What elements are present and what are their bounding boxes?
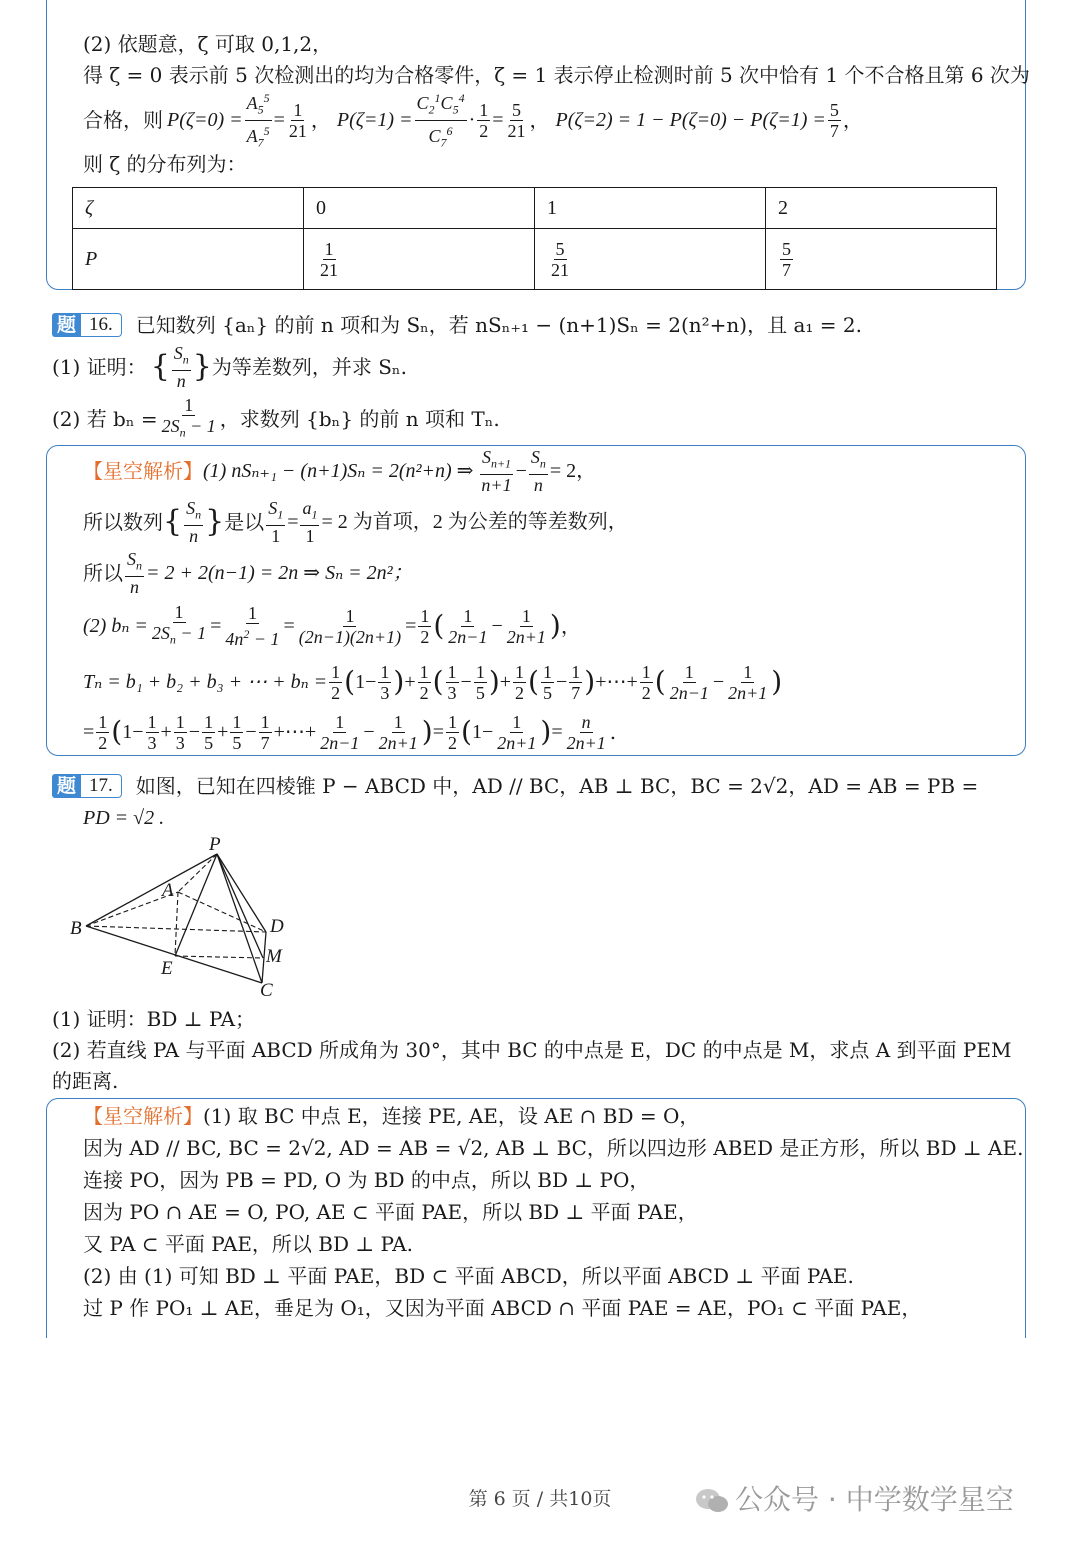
watermark: 公众号 · 中学数学星空 xyxy=(695,1478,1014,1518)
wechat-icon xyxy=(695,1488,729,1514)
q16-sol-line-2: 所以数列 { $\frac{S_n}{n}$ } 是以 $\frac{S_1}{1}$ = $\frac{a_1}{1}$ = 2 为首项，2 为公差的等差数列， xyxy=(83,498,628,546)
prev-line-2: 得 ζ = 0 表示前 5 次检测出的均为合格零件，ζ = 1 表示停止检测时前 5 次中恰有 1 个不合格且第 6 次为 xyxy=(83,63,1030,87)
q17-part2-b: 的距离. xyxy=(52,1069,119,1093)
edge-PE xyxy=(175,854,217,956)
prev-line-3: 合格，则 P(ζ=0) = $\frac{A_5^5}{A_7^5}$ = $\frac{1}{21}$ ， P(ζ=1) = $\frac{C_2^1C_5^4}{C_7^6}$ · $\frac{1}{2}$ = $\frac{5}{21}$ ， P(ζ=2) = 1 − P(ζ=0) − P(ζ=1) = $\frac{5}{7}$ ， xyxy=(83,96,863,144)
question-number: 17. xyxy=(81,774,122,798)
page-number: 第 6 页 / 共10页 xyxy=(468,1488,612,1510)
table-cell: $\frac{5}{21}$ xyxy=(535,229,766,290)
q17-sol-line-7: 过 P 作 PO₁ ⊥ AE，垂足为 O₁，又因为平面 ABCD ∩ 平面 PAE = AE，PO₁ ⊂ 平面 PAE， xyxy=(83,1296,922,1320)
label-C: C xyxy=(260,980,273,1001)
q16-sol-line-3: 所以 $\frac{S_n}{n}$ = 2 + 2(n−1) = 2n ⇒ Sₙ = 2n²； xyxy=(83,549,413,597)
table-cell: 1 xyxy=(535,188,766,229)
edge-BC xyxy=(86,926,262,983)
label-A: A xyxy=(162,880,174,901)
label-D: D xyxy=(270,916,284,937)
label-M: M xyxy=(266,946,282,967)
table-cell: P xyxy=(73,229,304,290)
solution-tag: 【星空解析】 xyxy=(83,1104,203,1128)
label-B: B xyxy=(70,918,82,939)
q16-sol-line-1: 【星空解析】 (1) nSₙ₊₁ − (n+1)Sₙ = 2(n²+n) ⇒ $\frac{S_{n+1}}{n+1}$ − $\frac{S_n}{n}$ = 2， xyxy=(83,447,597,495)
q17-sol-line-4: 因为 PO ∩ AE = O, PO, AE ⊂ 平面 PAE，所以 BD ⊥ 平面 PAE， xyxy=(83,1200,698,1224)
q17-stem-2: PD = √2 . xyxy=(83,807,165,829)
prev-line-4: 则 ζ 的分布列为： xyxy=(83,152,247,176)
q17-part1: (1) 证明：BD ⊥ PA； xyxy=(52,1007,256,1031)
q17-sol-line-2: 因为 AD // BC, BC = 2√2, AD = AB = √2, AB ⊥ BC，所以四边形 ABED 是正方形，所以 BD ⊥ AE. xyxy=(83,1136,1024,1160)
question-tag: 题 xyxy=(52,313,81,337)
label-P: P xyxy=(209,834,221,855)
edge-AE xyxy=(175,892,178,956)
q16-part2: (2) 若 bₙ = $\frac{1}{2S_n - 1}$ ，求数列 {bₙ} 的前 n 项和 Tₙ. xyxy=(52,395,500,440)
solution-tag: 【星空解析】 xyxy=(83,459,203,483)
q16-part1: (1) 证明： { $\frac{S_n}{n}$ } 为等差数列，并求 Sₙ. xyxy=(52,343,407,391)
q17-sol-line-3: 连接 PO，因为 PB = PD, O 为 BD 的中点，所以 BD ⊥ PO， xyxy=(83,1168,650,1192)
q17-sol-line-6: (2) 由 (1) 可知 BD ⊥ 平面 PAE，BD ⊂ 平面 ABCD，所以平面 ABCD ⊥ 平面 PAE. xyxy=(83,1264,854,1288)
table-row xyxy=(73,188,997,229)
q17-sol-line-1: 【星空解析】(1) 取 BC 中点 E，连接 PE, AE，设 AE ∩ BD = O， xyxy=(83,1104,700,1128)
table-cell: ζ xyxy=(73,188,304,229)
table-cell: $\frac{5}{7}$ xyxy=(766,229,997,290)
table-cell: $\frac{1}{21}$ xyxy=(304,229,535,290)
question-tag: 题 xyxy=(52,774,81,798)
pyramid-figure xyxy=(66,832,306,1002)
edge-PA xyxy=(178,854,217,892)
q17-stem-1: 题 17. 如图，已知在四棱锥 P − ABCD 中，AD // BC，AB ⊥ BC，BC = 2√2，AD = AB = PB = xyxy=(52,772,978,800)
edge-PD xyxy=(217,854,266,932)
q17-part2-a: (2) 若直线 PA 与平面 ABCD 所成角为 30°，其中 BC 的中点是 E，DC 的中点是 M，求点 A 到平面 PEM xyxy=(52,1038,1012,1062)
q16-sol-line-5: Tₙ = b₁ + b₂ + b₃ + ⋯ + bₙ = $\frac{1}{2}$ ( 1− $\frac{1}{3}$ ) + $\frac{1}{2}$ ( $\frac{1}{3}$ − $\frac{1}{5}$ ) + $\frac{1}{2}$ ( $\frac{1}{5}$ − $\frac{1}{7}$ ) +⋯+ $\frac{1}{2}$ ( $\frac{1}{2n-1}$ − $\frac{1}{2n+1}$ ) xyxy=(83,661,783,703)
edge-PB xyxy=(86,854,217,926)
q17-sol-line-5: 又 PA ⊂ 平面 PAE，所以 BD ⊥ PA. xyxy=(83,1232,413,1256)
q16-sol-line-4: (2) bₙ = $\frac{1}{2S_n - 1}$ = $\frac{1}{4n^2 - 1}$ = $\frac{1}{(2n-1)(2n+1)}$ = $\frac{1}{2}$ ( $\frac{1}{2n-1}$ − $\frac{1}{2n+1}$ ) ， xyxy=(83,602,581,649)
q16-stem: 题 16. 已知数列 {aₙ} 的前 n 项和为 Sₙ，若 nSₙ₊₁ − (n+1)Sₙ = 2(n²+n)，且 a₁ = 2. xyxy=(52,311,862,339)
table-cell: 0 xyxy=(304,188,535,229)
distribution-table xyxy=(72,187,997,290)
q16-sol-line-6: = $\frac{1}{2}$ ( 1− $\frac{1}{3}$ + $\frac{1}{3}$ − $\frac{1}{5}$ + $\frac{1}{5}$ − $\frac{1}{7}$ +⋯+ $\frac{1}{2n-1}$ − $\frac{1}{2n+1}$ ) = $\frac{1}{2}$ ( 1− $\frac{1}{2n+1}$ ) = $\frac{n}{2n+1}$ . xyxy=(83,711,617,753)
table-cell: 2 xyxy=(766,188,997,229)
label-E: E xyxy=(161,958,173,979)
prev-line-1: (2) 依题意，ζ 可取 0,1,2， xyxy=(83,32,333,56)
edge-PM xyxy=(217,854,263,958)
table-row xyxy=(73,229,997,290)
edge-EM xyxy=(175,956,263,958)
edge-PC xyxy=(217,854,262,983)
question-number: 16. xyxy=(81,313,122,337)
